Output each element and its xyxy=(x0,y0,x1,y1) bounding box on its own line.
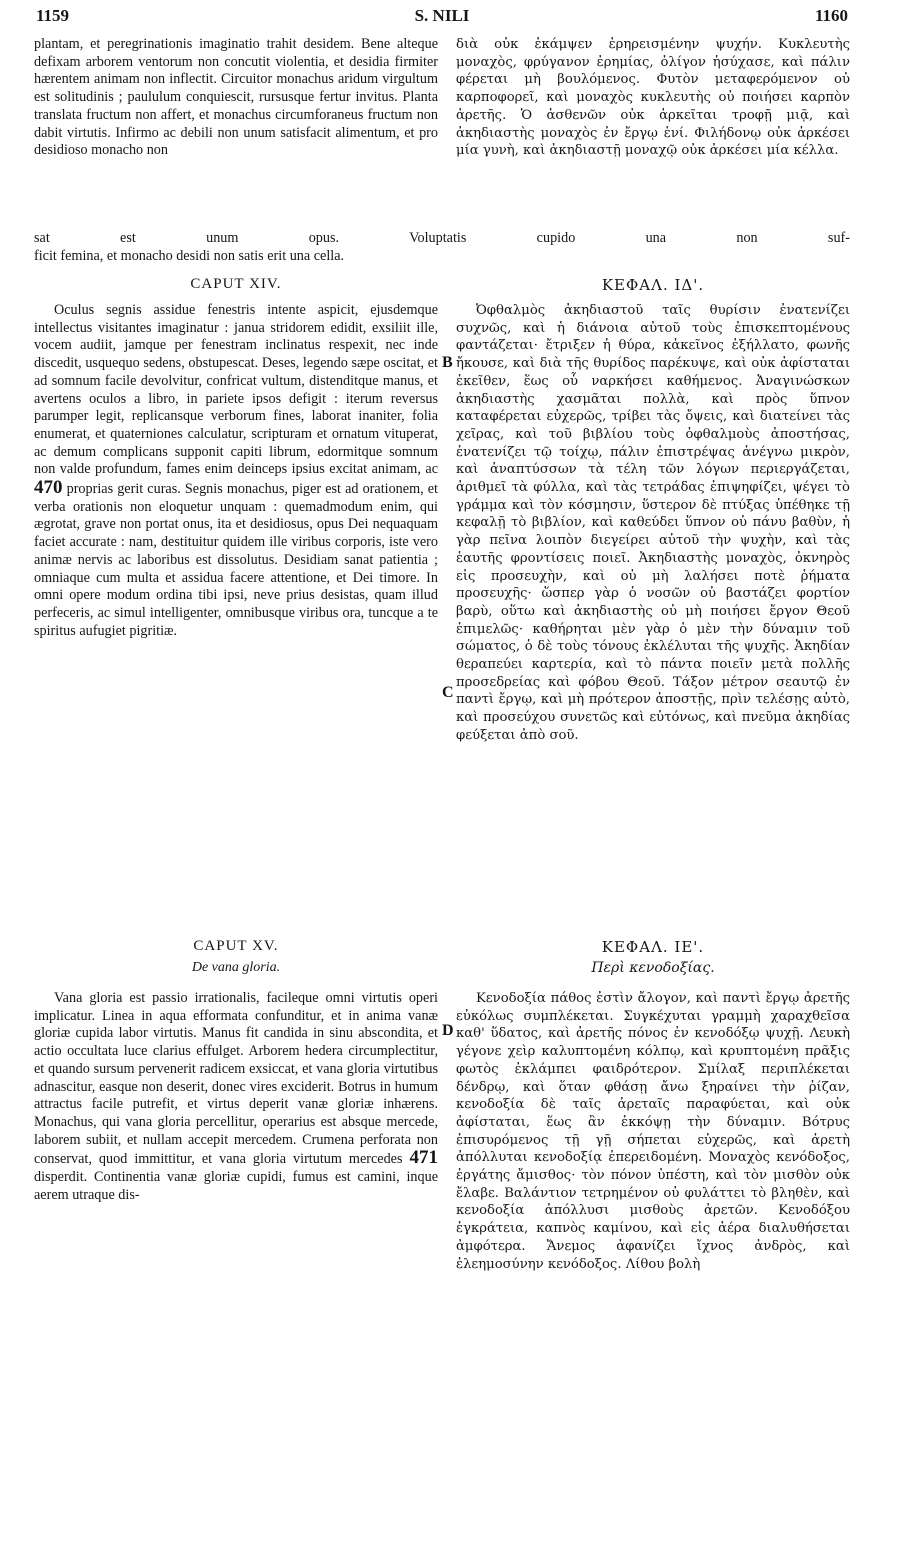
latin-cap14-paragraph xyxy=(34,302,438,640)
latin-cap15-paragraph xyxy=(34,990,438,1204)
latin-cap15-column xyxy=(34,990,438,1350)
running-title: S. NILI xyxy=(414,6,470,25)
caput-xv-subtitle: De vana gloria. xyxy=(191,960,281,975)
caput-xiv-heading: CAPUT XIV. xyxy=(190,276,282,292)
page-number-right: 1160 xyxy=(814,6,848,25)
section-marker-c: C xyxy=(442,684,454,701)
latin-top-text: plantam, et peregrinationis imaginatio trahit desidem. Bene alteque defixam arborem ventorum non concutit violentia, et desidia firmiter hærentem animam non inflectit. Circuitor monachus aridum virgultum est solitudinis ; paululum conquiescit, rursusque fertur invitus. Planta translata fructum non affert, et monachus circumforaneus fructum non dabit virtutis. Infirmo ac debili non unum satisfacit alimentum, et pro desidioso monacho non xyxy=(34,36,438,159)
latin-top-column xyxy=(34,36,438,234)
caput-xv-heading: CAPUT XV. xyxy=(193,938,279,954)
latin-cap14-text-b: proprias gerit curas. Segnis monachus, piger est ad orationem, et verba orationis non eloquetur unquam : quemadmodum enim, qui ægrotat, grave non portat onus, ita et desidiosus, opus Dei nequaquam faciet accurate : nam, destituitur quidem ille viribus corporis, iste vero animæ nervis ac laboribus est dissolutus. Desidiam sanat patientia ; omniaque cum multa et assidua facere attentione, et Dei timore. In omni opere modum ordina tibi ipsi, neve prius desistas, quam illud perfeceris, ac simul intelligenter, omnibusque viribus ora, tuncque a te spiritus aufugiet pigritiæ. xyxy=(34,481,438,639)
wide-line-2: ficit femina, et monacho desidi non satis erit una cella. xyxy=(34,247,345,264)
wide-line-block xyxy=(34,230,850,265)
kephal-14-heading: ΚΕΦΑΛ. ΙΔ'. xyxy=(601,276,705,294)
kephal-15-heading: ΚΕΦΑΛ. ΙΕ'. xyxy=(601,938,705,956)
latin-cap14-column xyxy=(34,302,438,898)
latin-cap15-text-a: Vana gloria est passio irrationalis, facileque omni virtutis operi implicatur. Linea in aqua efformata confunditur, et in anima vanæ gloriæ cupida labor virtutis. Manus fit candida in sinu abscondita, et actio occultata luce clarius effulget. Arborem hedera circumplectitur, et quando sursum pervenerit radicem exsiccat, et vana gloria virtutibus adnascitur, easque non deserit, donec vires exciderit. Botrus in humum attractus facile putrefit, et virtus deperit vanæ gloriæ inhærens. Monachus, qui vana gloria percellitur, operarius est absque mercede, laborem subiit, et nullam accepit mercedem. Crumena perforata non conservat, quod immittitur, et vana gloria virtutum mercedes xyxy=(34,990,438,1168)
greek-cap15-text: Κενοδοξία πάθος ἐστὶν ἄλογον, καὶ παντὶ ἔργῳ ἀρετῆς εὐκόλως συμπλέκεται. Συγκέχυται γραμμὴ χαραχθεῖσα καθ' ὕδατος, καὶ ἀρετῆς πόνος ἐν κενοδόξῳ ψυχῇ. Λευκὴ γέγονε χεὶρ καλυπτομένη κόλπῳ, καὶ κρυπτομένη πρᾶξις φωτὸς ἐκλάμπει φαιδρότερον. Σμίλαξ περιπλέκεται δένδρῳ, καὶ ὅταν φθάσῃ ἄνω ξηραίνει τὴν ῥίζαν, κενοδοξία δὲ ταῖς ἀρεταῖς παραφύεται, καὶ οὐκ ἀφίσταται, ἕως ἂν ἐκκόψῃ τὴν δύναμιν. Βότρυς ἐπισυρόμενος τῇ γῇ σήπεται εὐχερῶς, καὶ ἀρετὴ ἀπόλλυται κενοδοξίᾳ ἐπερειδομένη. Μοναχὸς κενόδοξος, ἐργάτης ἄμισθος· τὸν πόνον ὑπέστη, καὶ τὸν μισθὸν οὐκ ἔλαβε. Βαλάντιον τετρημένον οὐ φυλάττει τὸ βληθὲν, καὶ κενοδοξία ἀπόλλυσι μισθοὺς ἀρετῶν. Κενοδόξου ἐγκράτεια, καπνὸς καμίνου, καὶ εἰς ἀέρα διαλυθήσεται ἀμφότερα. Ἄνεμος ἀφανίζει ἴχνος ἀνδρὸς, καὶ ἐλεημοσύνην κενόδοξος. Λίθου βολὴ xyxy=(456,991,850,1272)
section-marker-b: B xyxy=(442,354,453,371)
latin-cap14-text-a: Oculus segnis assidue fenestris intente aspicit, ejusdemque intellectus visitantes imaginatur : janua stridorem edidit, exsiliit ille, vocem audiit, jamque per fenestram inclinatus respexit, nec inde discedit, usquequo sedens, obstupescat. Deses, legendo sæpe oscitat, et ad somnum facile devolvitur, confricat vultum, distenditque manus, et avertens oculos a libro, in pariete ipsos defigit : iterum reversus parumper legit, replicansque verborum fines, laborat inaniter, folia enumerat, et quaterniones calculatur, scripturam et ornatum vituperat, ac demum complicans supponit capiti librum, edormitque somnum non valde profundum, fames enim deinceps ipsius excitat animam, ac xyxy=(34,302,438,478)
latin-cap15-text-b: disperdit. Continentia vanæ gloriæ cupidi, fumus est camini, inque aerem utraque dis- xyxy=(34,1169,438,1203)
greek-cap15-column xyxy=(456,990,850,1350)
column-number-471: 471 xyxy=(409,1147,439,1169)
greek-cap14-column xyxy=(456,302,850,898)
greek-top-column xyxy=(456,36,850,234)
greek-cap14-text: Ὀφθαλμὸς ἀκηδιαστοῦ ταῖς θυρίσιν ἐνατενίζει συχνῶς, καὶ ἡ διάνοια αὐτοῦ τοὺς ἐπισκεπτομένους φαντάζεται· ἔτριξεν ἡ θύρα, κἀκεῖνος ἐξήλλατο, φωνῆς ἤκουσε, καὶ διὰ τῆς θυρίδος παρέκυψε, καὶ οὐκ ἀφίσταται ἐκεῖθεν, ἕως οὗ ναρκήσει καθήμενος. Ἀναγινώσκων ἀκηδιαστὴς χασμᾶται πολλὰ, καὶ πρὸς ὕπνον καταφέρεται εὐχερῶς, τρίβει τὰς ὄψεις, καὶ διατείνει τὰς χεῖρας, καὶ τοῦ βιβλίου τοὺς ὀφθαλμοὺς ἀποστήσας, ἐνατενίζει τῷ τοίχῳ, πάλιν ἐπιστρέψας ἀνέγνω μικρὸν, καὶ ἀναπτύσσων τὰ τέλη τῶν λόγων περιεργάζεται, ἀριθμεῖ τὰ φύλλα, καὶ τὰς τετράδας ἐπιψηφίζει, ψέγει τὸ γράμμα καὶ τὸν κόσμησιν, ὕστερον δὲ πτύξας ὑπέθηκε τῇ κεφαλῇ τὸ βιβλίον, καὶ καθεύδει ὕπνον οὐ πάνυ βαθὺν, ἡ γὰρ πεῖνα λοιπὸν διεγείρει αὐτοῦ τὴν ψυχὴν, καὶ τὰς ἑαυτῆς φροντίσεις ποιεῖ. Ἀκηδιαστὴς μοναχὸς, ὀκνηρὸς εἰς προσευχὴν, καὶ οὐ μὴ λαλήσει ποτὲ ῥήματα προσευχῆς· ὥσπερ γὰρ ὁ νοσῶν οὐ βαστάζει φορτίον βαρὺ, οὕτω καὶ ἀκηδιαστὴς οὐ μὴ ποιήσει ἔργον Θεοῦ ἐπιμελῶς· καθήρηται μὲν γὰρ ὁ μὲν τὴν δύναμιν τοῦ σώματος, ὁ δὲ τοὺς τόνους ἐκλέλυται τῆς ψυχῆς. Ἀκηδίαν θεραπεύει καρτερία, καὶ τὸ πάντα ποιεῖν μετὰ πολλῆς προσεδρείας καὶ φόβου Θεοῦ. Τάξον μέτρον σεαυτῷ ἐν παντὶ ἔργῳ, καὶ μὴ πρότερον ἀποστῇς, πρὶν τελέσῃς αὐτὸ, καὶ προσεύχου συνετῶς καὶ εὐτόνως, καὶ πνεῦμα ἀκηδίας φεύξεται ἀπὸ σοῦ. xyxy=(456,303,850,743)
wide-line-1: sat est unum opus. Voluptatis cupido una non suf- xyxy=(34,230,850,246)
greek-top-text: διὰ οὐκ ἐκάμψεν ἐρηρεισμένην ψυχήν. Κυκλευτὴς μοναχὸς, φρύγανον ἐρημίας, ὀλίγον ἡσύχασε, καὶ πάλιν φέρεται μὴ βουλόμενος. Φυτὸν μεταφερόμενον οὐ καρποφορεῖ, καὶ μοναχὸς κυκλευτὴς οὐ ποιήσει καρπὸν ἀρετῆς. Ὁ ἀσθενῶν οὐκ ἀρκεῖται τροφῇ μιᾷ, καὶ ἀκηδιαστὴς μοναχὸς ἐν ἔργῳ ἑνί. Φιλήδονῳ οὐκ ἀρκέσει μία γυνὴ, καὶ ἀκηδιαστῇ μοναχῷ οὐκ ἀρκέσει μία κέλλα. xyxy=(456,37,850,159)
section-marker-d: D xyxy=(442,1022,454,1039)
page-number-left: 1159 xyxy=(36,6,70,25)
page-header xyxy=(36,6,848,28)
column-number-470: 470 xyxy=(34,477,63,499)
kephal-15-subtitle: Περὶ κενοδοξίας. xyxy=(591,960,715,976)
